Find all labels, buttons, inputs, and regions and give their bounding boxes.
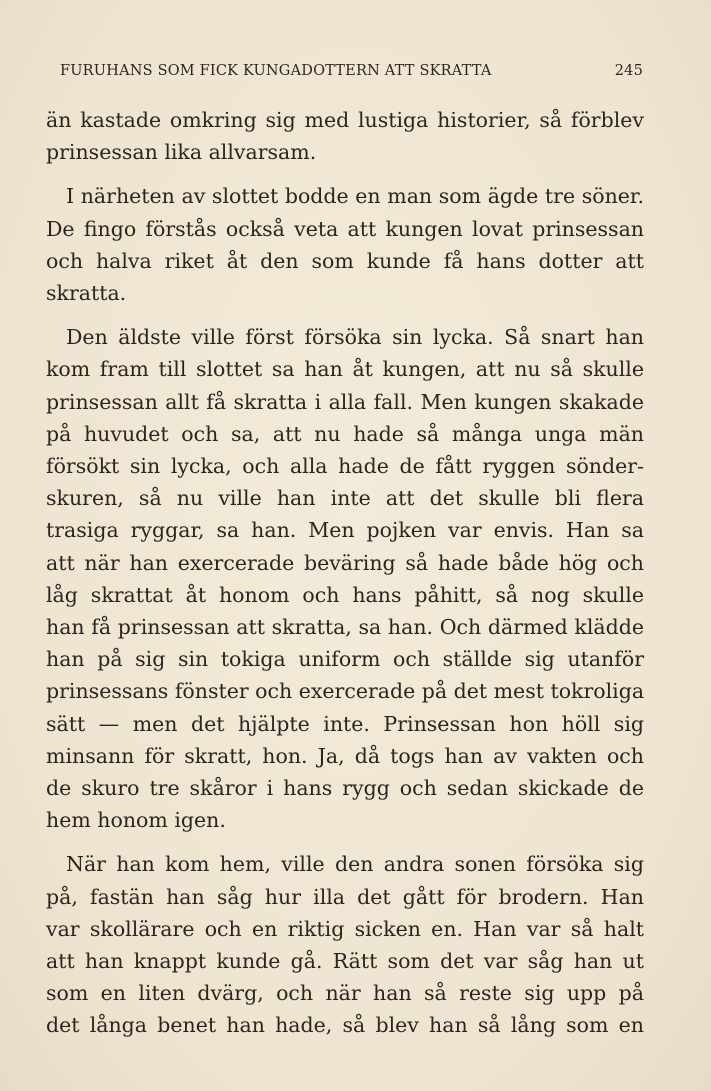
text-line: att när han exercerade beväring så hade både hög och — [46, 550, 644, 575]
text-line: Den äldste ville först försöka sin lycka. Så snart han — [66, 325, 644, 350]
text-line: låg skrattat åt honom och hans påhitt, så nog skulle — [46, 582, 644, 607]
text-line: försökt sin lycka, och alla hade de fått ryggen sönder- — [46, 454, 644, 479]
running-title: FURUHANS SOM FICK KUNGADOTTERN ATT SKRATTA — [60, 63, 492, 79]
text-line: skuren, så nu ville han inte att det skulle bli flera — [46, 486, 644, 511]
paragraph-2 — [46, 180, 644, 309]
text-line: och halva riket åt den som kunde få hans dotter att — [46, 248, 644, 273]
text-line: på, fastän han såg hur illa det gått för brodern. Han — [46, 884, 644, 909]
text-line: I närheten av slottet bodde en man som ägde tre söner. — [66, 184, 644, 209]
text-line: minsann för skratt, hon. Ja, då togs han av vakten och — [46, 743, 644, 768]
paragraph-3 — [46, 321, 644, 836]
page-number: 245 — [614, 63, 643, 79]
paragraph-4 — [46, 848, 644, 1041]
text-line: att han knappt kunde gå. Rätt som det var såg han ut — [46, 949, 644, 974]
text-line: var skollärare och en riktig sicken en. Han var så halt — [46, 916, 644, 941]
text-line: kom fram till slottet sa han åt kungen, att nu så skulle — [46, 357, 644, 382]
text-line: det långa benet han hade, så blev han så lång som en — [46, 1013, 644, 1038]
text-line: som en liten dvärg, och när han så reste sig upp på — [46, 981, 644, 1006]
text-line: prinsessan allt få skratta i alla fall. Men kungen skakade — [46, 389, 644, 414]
text-line: prinsessan lika allvarsam. — [46, 140, 317, 165]
text-line: på huvudet och sa, att nu hade så många unga män — [46, 421, 644, 446]
text-line: han på sig sin tokiga uniform och ställde sig utanför — [46, 647, 644, 672]
body-text — [46, 104, 644, 1054]
text-line: sätt — men det hjälpte inte. Prinsessan hon höll sig — [46, 711, 644, 736]
paragraph-1 — [46, 104, 644, 168]
text-line: När han kom hem, ville den andra sonen försöka sig — [66, 852, 644, 877]
text-line: De fingo förstås också veta att kungen lovat prinsessan — [46, 216, 644, 241]
running-head — [60, 63, 643, 79]
text-line: än kastade omkring sig med lustiga historier, så förblev — [46, 108, 644, 132]
text-line: trasiga ryggar, sa han. Men pojken var envis. Han sa — [46, 518, 644, 543]
text-line: de skuro tre skåror i hans rygg och sedan skickade de — [46, 776, 644, 801]
text-line: skratta. — [46, 281, 127, 306]
text-line: han få prinsessan att skratta, sa han. Och därmed klädde — [46, 615, 644, 640]
text-line: hem honom igen. — [46, 808, 226, 833]
text-line: prinsessans fönster och exercerade på det mest tokroliga — [46, 679, 645, 704]
